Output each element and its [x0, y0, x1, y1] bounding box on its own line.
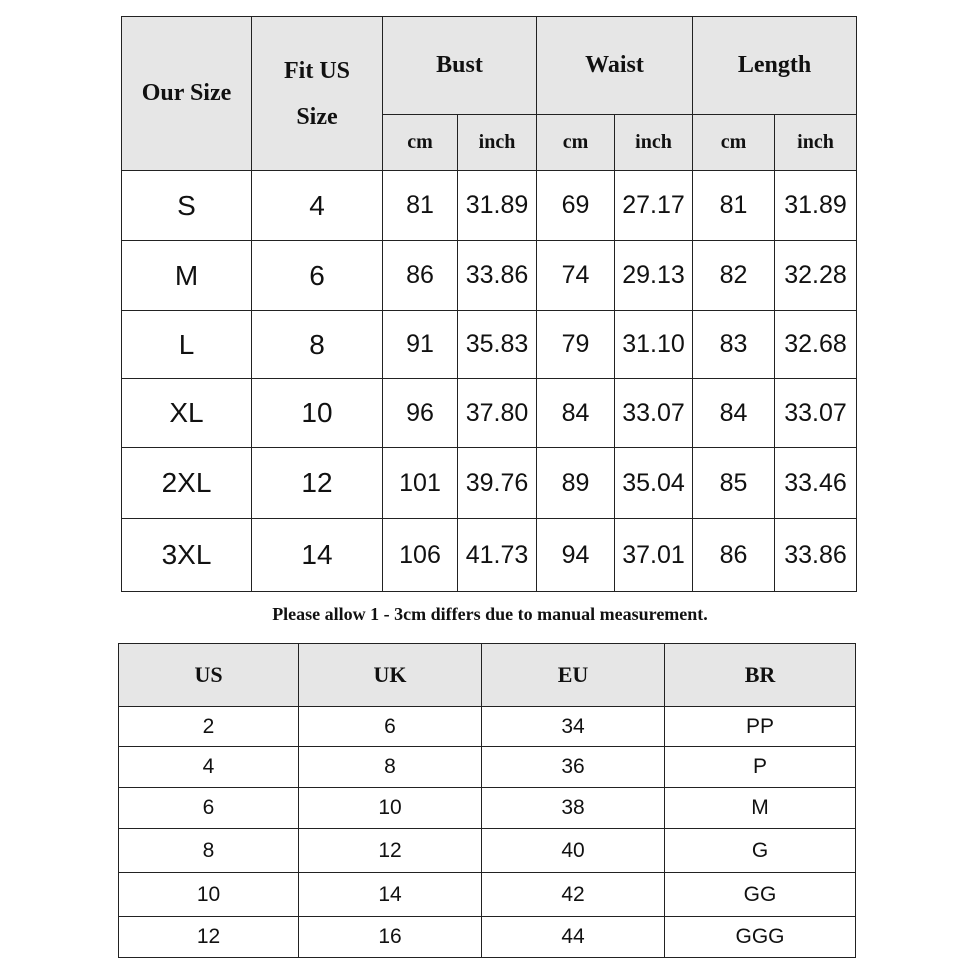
header-us: US: [119, 644, 299, 707]
cell-length-cm: 85: [693, 448, 775, 519]
cell-br: M: [665, 788, 856, 829]
cell-length-inch: 33.46: [775, 448, 857, 519]
cell-length-inch: 33.07: [775, 379, 857, 448]
cell-fit-us: 10: [252, 379, 383, 448]
cell-bust-inch: 39.76: [458, 448, 537, 519]
cell-waist-cm: 69: [537, 171, 615, 241]
cell-length-inch: 31.89: [775, 171, 857, 241]
cell-eu: 44: [482, 917, 665, 958]
cell-us: 6: [119, 788, 299, 829]
cell-our-size: M: [122, 241, 252, 311]
table-row: [119, 788, 856, 829]
cell-length-cm: 83: [693, 311, 775, 379]
table-row: [122, 448, 857, 519]
cell-waist-inch: 33.07: [615, 379, 693, 448]
cell-waist-cm: 84: [537, 379, 615, 448]
cell-uk: 16: [299, 917, 482, 958]
header-fit-us-line1: Fit US: [284, 57, 350, 84]
table-row: [119, 873, 856, 917]
cell-our-size: S: [122, 171, 252, 241]
cell-our-size: 2XL: [122, 448, 252, 519]
cell-waist-cm: 89: [537, 448, 615, 519]
cell-eu: 38: [482, 788, 665, 829]
unit-waist-inch: inch: [615, 115, 693, 171]
cell-bust-cm: 96: [383, 379, 458, 448]
size-conversion-table: [118, 643, 856, 958]
cell-fit-us: 6: [252, 241, 383, 311]
cell-length-cm: 84: [693, 379, 775, 448]
cell-bust-inch: 31.89: [458, 171, 537, 241]
cell-our-size: L: [122, 311, 252, 379]
cell-bust-inch: 41.73: [458, 519, 537, 592]
cell-br: G: [665, 829, 856, 873]
header-uk: UK: [299, 644, 482, 707]
cell-our-size: XL: [122, 379, 252, 448]
cell-fit-us: 12: [252, 448, 383, 519]
cell-fit-us: 8: [252, 311, 383, 379]
cell-waist-cm: 74: [537, 241, 615, 311]
cell-bust-inch: 37.80: [458, 379, 537, 448]
cell-length-inch: 32.68: [775, 311, 857, 379]
cell-br: GGG: [665, 917, 856, 958]
cell-uk: 14: [299, 873, 482, 917]
cell-eu: 34: [482, 707, 665, 747]
cell-bust-inch: 35.83: [458, 311, 537, 379]
cell-waist-cm: 94: [537, 519, 615, 592]
cell-waist-inch: 29.13: [615, 241, 693, 311]
cell-eu: 36: [482, 747, 665, 788]
cell-eu: 42: [482, 873, 665, 917]
cell-bust-cm: 91: [383, 311, 458, 379]
cell-br: PP: [665, 707, 856, 747]
cell-us: 12: [119, 917, 299, 958]
cell-length-inch: 33.86: [775, 519, 857, 592]
unit-waist-cm: cm: [537, 115, 615, 171]
cell-waist-inch: 27.17: [615, 171, 693, 241]
table-row: [119, 917, 856, 958]
cell-length-inch: 32.28: [775, 241, 857, 311]
table-row: [122, 241, 857, 311]
unit-bust-cm: cm: [383, 115, 458, 171]
cell-fit-us: 14: [252, 519, 383, 592]
unit-length-inch: inch: [775, 115, 857, 171]
cell-bust-cm: 81: [383, 171, 458, 241]
header-fit-us-line2: Size: [296, 103, 338, 130]
cell-length-cm: 82: [693, 241, 775, 311]
unit-length-cm: cm: [693, 115, 775, 171]
cell-br: GG: [665, 873, 856, 917]
unit-bust-inch: inch: [458, 115, 537, 171]
cell-eu: 40: [482, 829, 665, 873]
cell-bust-cm: 106: [383, 519, 458, 592]
header-bust: Bust: [383, 17, 537, 115]
cell-fit-us: 4: [252, 171, 383, 241]
table-row: [122, 379, 857, 448]
cell-waist-inch: 31.10: [615, 311, 693, 379]
table-row: [119, 829, 856, 873]
cell-uk: 8: [299, 747, 482, 788]
cell-us: 8: [119, 829, 299, 873]
header-fit-us-size: [252, 17, 383, 171]
table-row: [119, 747, 856, 788]
table-row: [122, 519, 857, 592]
cell-uk: 6: [299, 707, 482, 747]
cell-us: 2: [119, 707, 299, 747]
cell-uk: 10: [299, 788, 482, 829]
cell-length-cm: 86: [693, 519, 775, 592]
header-br: BR: [665, 644, 856, 707]
header-eu: EU: [482, 644, 665, 707]
cell-waist-cm: 79: [537, 311, 615, 379]
cell-br: P: [665, 747, 856, 788]
size-chart-table: [121, 16, 857, 592]
cell-us: 4: [119, 747, 299, 788]
cell-uk: 12: [299, 829, 482, 873]
header-our-size: Our Size: [122, 17, 252, 171]
cell-length-cm: 81: [693, 171, 775, 241]
cell-bust-inch: 33.86: [458, 241, 537, 311]
cell-us: 10: [119, 873, 299, 917]
measurement-note: Please allow 1 - 3cm differs due to manual measurement.: [272, 604, 708, 624]
cell-waist-inch: 35.04: [615, 448, 693, 519]
header-waist: Waist: [537, 17, 693, 115]
table-row: [119, 707, 856, 747]
cell-waist-inch: 37.01: [615, 519, 693, 592]
cell-bust-cm: 101: [383, 448, 458, 519]
cell-bust-cm: 86: [383, 241, 458, 311]
cell-our-size: 3XL: [122, 519, 252, 592]
table-row: [122, 171, 857, 241]
header-length: Length: [693, 17, 857, 115]
table-row: [122, 311, 857, 379]
